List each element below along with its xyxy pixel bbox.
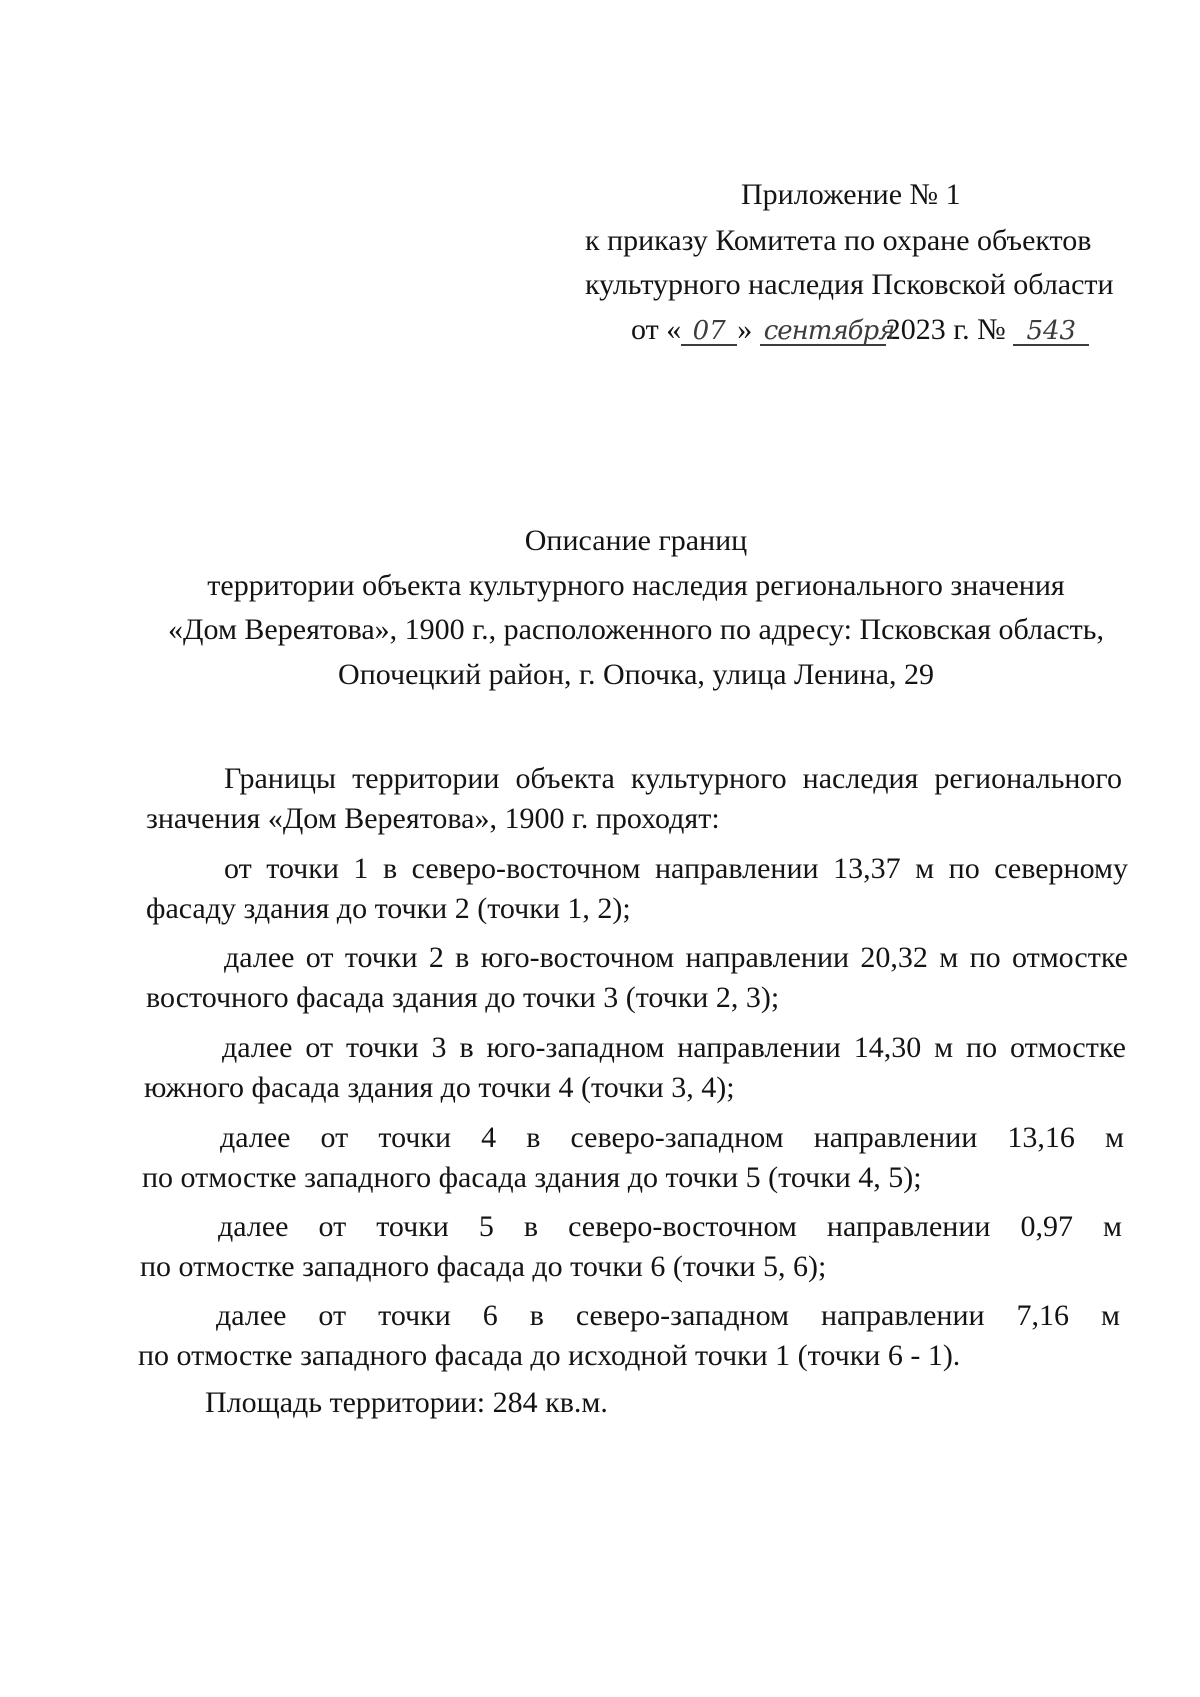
paragraph-first-line: далее от точки 4 в северо-западном направлении 13,16 м (220, 1121, 1124, 1154)
paragraph-rest: по отмостке западного фасада здания до точки 5 (точки 4, 5); (142, 1161, 922, 1194)
doc-subtitle-line: территории объекта культурного наследия регионального значения (207, 569, 1065, 602)
date-year: 2023 г. № (885, 313, 1006, 346)
paragraph-first-line: далее от точки 5 в северо-восточном направлении 0,97 м (218, 1210, 1122, 1243)
annex-date-line (631, 315, 1089, 346)
date-prefix: от « (631, 313, 682, 346)
territory-area: Площадь территории: 284 кв.м. (205, 1386, 608, 1419)
paragraph-first-line: далее от точки 2 в юго-восточном направлении 20,32 м по отмостке (224, 941, 1128, 974)
paragraph (138, 1296, 1120, 1376)
paragraph-rest: фасаду здания до точки 2 (точки 1, 2); (146, 892, 631, 925)
paragraph-rest: по отмостке западного фасада до исходной точки 1 (точки 6 - 1). (138, 1339, 961, 1372)
paragraph (146, 938, 1128, 1018)
handwritten-order-number: 543 (1013, 318, 1089, 346)
annex-order-ref: к приказу Комитета по охране объектов (585, 224, 1092, 257)
doc-title: Описание границ (524, 524, 748, 557)
paragraph (142, 1118, 1124, 1198)
paragraph (146, 849, 1128, 929)
doc-subtitle-line: Опочецкий район, г. Опочка, улица Ленина, 29 (338, 658, 934, 691)
paragraph-first-line: далее от точки 3 в юго-западном направлении 14,30 м по отмостке (222, 1031, 1126, 1064)
date-mid: » (737, 313, 753, 346)
paragraph-first-line: от точки 1 в северо-восточном направлении 13,37 м по северному (224, 852, 1128, 885)
annex-committee: культурного наследия Псковской области (585, 268, 1114, 301)
paragraph (146, 759, 1122, 839)
paragraph-rest: южного фасада здания до точки 4 (точки 3, 4); (144, 1071, 735, 1104)
handwritten-day: 07 (681, 318, 737, 346)
paragraph-rest: восточного фасада здания до точки 3 (точки 2, 3); (146, 981, 780, 1014)
paragraph (144, 1028, 1126, 1108)
paragraph-rest: по отмостке западного фасада до точки 6 (точки 5, 6); (140, 1250, 827, 1283)
paragraph-rest: значения «Дом Вереятова», 1900 г. проходят: (146, 802, 720, 835)
handwritten-month: сентября (760, 318, 886, 346)
paragraph (140, 1207, 1122, 1287)
doc-subtitle-line: «Дом Вереятова», 1900 г., расположенного по адресу: Псковская область, (168, 613, 1104, 646)
paragraph-first-line: Границы территории объекта культурного наследия регионального (224, 762, 1122, 795)
annex-title: Приложение № 1 (741, 178, 961, 211)
paragraph-first-line: далее от точки 6 в северо-западном направлении 7,16 м (216, 1299, 1120, 1332)
